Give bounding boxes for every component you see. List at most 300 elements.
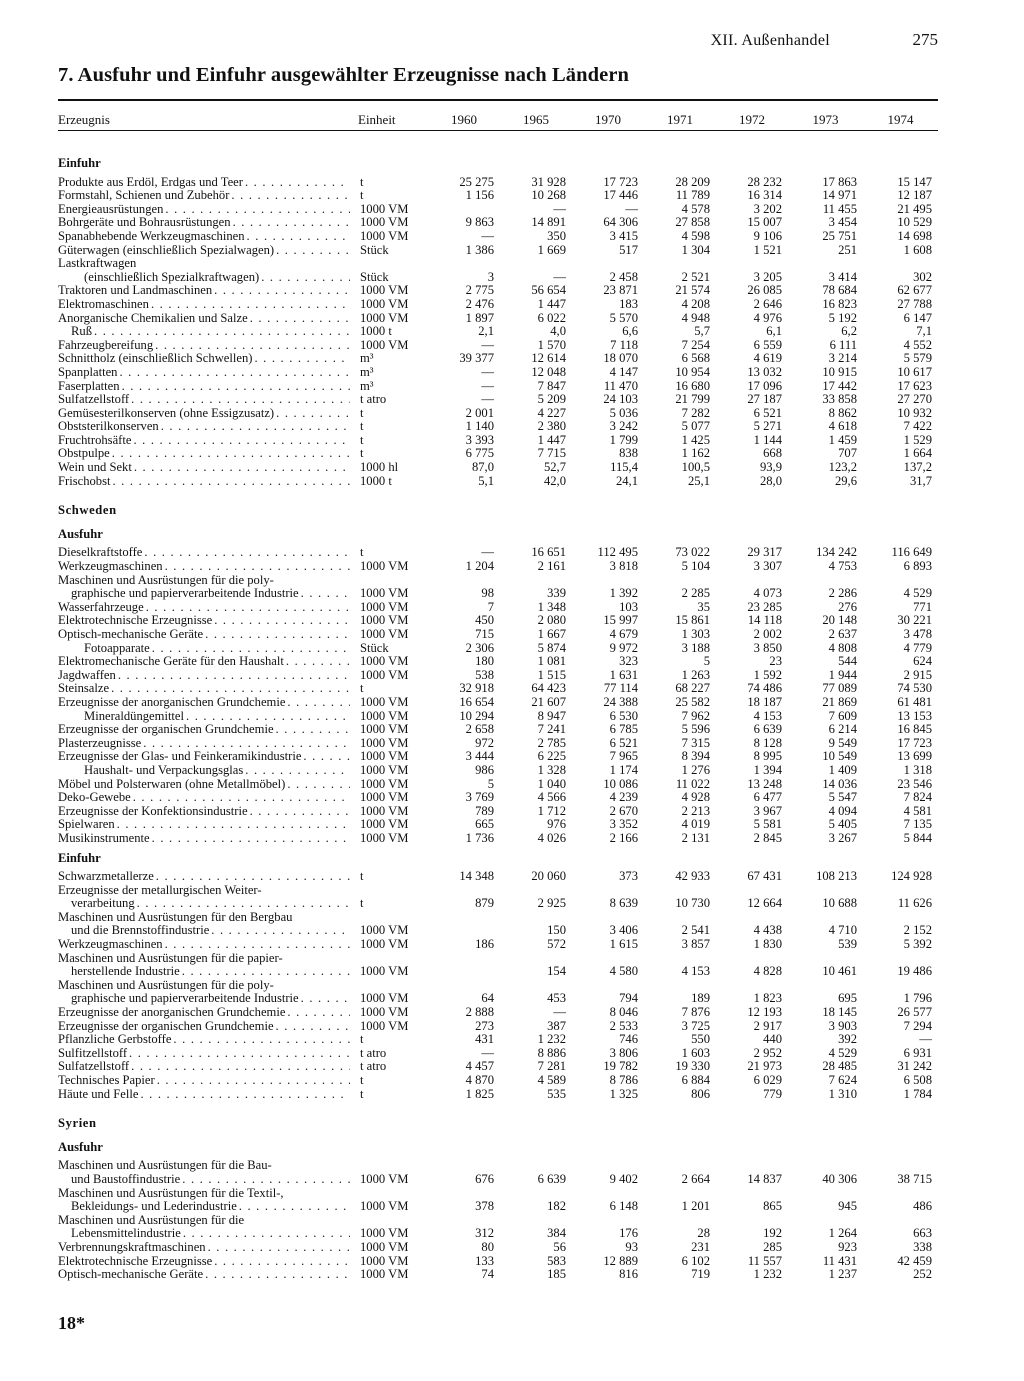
value-cell-1972: 3 307 xyxy=(753,560,782,574)
value-cell-1973: 276 xyxy=(838,600,857,614)
value-cell-1972: 2 952 xyxy=(753,1046,782,1060)
dot-leader xyxy=(173,1033,350,1047)
value-cell-1971: 231 xyxy=(691,1240,710,1254)
value-cell-1965: 154 xyxy=(547,965,566,979)
unit-cell: 1000 VM xyxy=(360,338,409,352)
value-cell-1973: 4 618 xyxy=(828,420,857,434)
value-cell-1971: 3 857 xyxy=(681,938,710,952)
value-cell-1973: 3 414 xyxy=(828,270,857,284)
unit-cell: 1000 VM xyxy=(360,668,409,682)
product-label-cell xyxy=(58,1241,358,1255)
value-cell-1971: 550 xyxy=(691,1033,710,1047)
product-label: Pflanzliche Gerbstoffe xyxy=(58,1033,172,1047)
value-cell-1974: 21 495 xyxy=(897,202,932,216)
value-cell-1965 xyxy=(500,911,572,925)
value-cell-1971: 6 102 xyxy=(681,1254,710,1268)
value-cell-1960: 2 306 xyxy=(465,641,494,655)
product-label-cell xyxy=(58,992,358,1006)
product-label: Maschinen und Ausrüstungen für die papier- xyxy=(58,951,283,965)
value-cell-1973: 539 xyxy=(838,938,857,952)
value-cell-1960: 7 xyxy=(487,600,494,614)
value-cell-1960: 1 386 xyxy=(465,243,494,257)
product-label-cell xyxy=(58,230,358,244)
product-label: Spanplatten xyxy=(58,365,118,379)
product-label: Optisch-mechanische Geräte xyxy=(58,628,204,641)
value-cell-1974: 7 294 xyxy=(903,1019,932,1033)
value-cell-1974: 10 529 xyxy=(897,216,932,230)
value-cell-1960 xyxy=(428,952,500,966)
value-cell-1973 xyxy=(788,257,863,271)
value-cell-1971: 3 188 xyxy=(681,641,710,655)
value-cell-1965: 16 651 xyxy=(531,546,566,560)
section-heading: Einfuhr xyxy=(58,850,101,865)
value-cell-1973: 9 549 xyxy=(828,736,857,750)
value-cell-1972: 5 581 xyxy=(753,818,782,832)
value-cell-1971: 11 789 xyxy=(675,189,710,203)
value-cell-1971: 4 948 xyxy=(681,311,710,325)
dot-leader xyxy=(254,352,350,366)
table-row xyxy=(58,475,938,489)
col-header-1972: 1972 xyxy=(739,112,765,128)
value-cell-1960: 676 xyxy=(475,1172,494,1186)
value-cell-1971 xyxy=(644,1159,716,1173)
dot-leader xyxy=(133,791,350,805)
value-cell-1973: 18 145 xyxy=(822,1006,857,1020)
value-cell-1972: 3 967 xyxy=(753,804,782,818)
value-cell-1970: 3 818 xyxy=(609,560,638,574)
value-cell-1972: 6 559 xyxy=(753,338,782,352)
value-cell-1965 xyxy=(500,257,572,271)
col-header-1974: 1974 xyxy=(887,112,914,128)
value-cell-1970: 9 972 xyxy=(609,641,638,655)
value-cell-1970: 2 458 xyxy=(609,270,638,284)
table-row xyxy=(58,832,938,846)
value-cell-1960: 3 xyxy=(487,270,494,284)
value-cell-1972: 27 187 xyxy=(747,393,782,407)
value-cell-1972: 5 271 xyxy=(753,420,782,434)
table-row xyxy=(58,587,938,601)
value-cell-1970: 2 670 xyxy=(609,804,638,818)
value-cell-1971: 21 799 xyxy=(675,393,710,407)
value-cell-1971 xyxy=(644,952,716,966)
value-cell-1971: 2 131 xyxy=(681,831,710,845)
value-cell-1972: 74 486 xyxy=(747,682,782,696)
value-cell-1960: 2,1 xyxy=(478,325,494,339)
dot-leader xyxy=(143,737,350,751)
value-cell-1972: 779 xyxy=(763,1087,782,1101)
value-cell-1972: 192 xyxy=(763,1227,782,1241)
dot-leader xyxy=(112,475,350,489)
value-cell-1974: 10 617 xyxy=(897,365,932,379)
country-heading: Schweden xyxy=(58,503,117,518)
value-cell-1972: 13 248 xyxy=(747,777,782,791)
value-cell-1960: 98 xyxy=(481,587,494,601)
value-cell-1970: 794 xyxy=(619,992,638,1006)
value-cell-1972: 15 007 xyxy=(747,216,782,230)
value-cell-1965: 6 225 xyxy=(537,750,566,764)
value-cell-1973: 1 310 xyxy=(828,1087,857,1101)
value-cell-1974: 19 486 xyxy=(897,965,932,979)
dot-leader xyxy=(152,642,350,656)
value-cell-1971: 7 876 xyxy=(681,1006,710,1020)
product-label-cell xyxy=(58,884,358,898)
value-cell-1971 xyxy=(644,1214,716,1228)
table-row xyxy=(58,1047,938,1061)
dot-leader xyxy=(131,1060,350,1074)
dot-leader xyxy=(144,546,350,560)
unit-cell xyxy=(358,884,428,898)
product-label: graphische und papierverarbeitende Industrie xyxy=(71,992,299,1006)
value-cell-1970 xyxy=(572,884,644,898)
unit-cell: 1000 VM xyxy=(360,614,409,628)
unit-cell: 1000 VM xyxy=(360,311,409,325)
value-cell-1972: 93,9 xyxy=(759,461,782,475)
value-cell-1970: 64 306 xyxy=(603,216,638,230)
value-cell-1972: 1 823 xyxy=(753,992,782,1006)
value-cell-1974 xyxy=(863,911,938,925)
dot-leader xyxy=(118,669,350,683)
value-cell-1973: 123,2 xyxy=(828,461,857,475)
value-cell-1965: 1 669 xyxy=(537,243,566,257)
value-cell-1972: 8 995 xyxy=(753,750,782,764)
value-cell-1974: 624 xyxy=(913,655,932,669)
value-cell-1970: 1 174 xyxy=(609,763,638,777)
value-cell-1965: — xyxy=(553,1006,566,1020)
product-label-cell xyxy=(58,750,358,764)
table-row xyxy=(58,298,938,312)
table-row xyxy=(58,1173,938,1187)
value-cell-1960: 1 897 xyxy=(465,311,494,325)
table-row xyxy=(58,325,938,339)
value-cell-1971: 7 282 xyxy=(681,406,710,420)
product-label-cell xyxy=(58,938,358,952)
value-cell-1960: 1 156 xyxy=(465,189,494,203)
value-cell-1974: 6 508 xyxy=(903,1074,932,1087)
product-label: Optisch-mechanische Geräte xyxy=(58,1268,204,1282)
table-row xyxy=(58,1268,938,1282)
value-cell-1970: 8 639 xyxy=(609,897,638,911)
table-row xyxy=(58,924,938,938)
product-label-cell xyxy=(58,312,358,326)
value-cell-1970: 19 782 xyxy=(603,1060,638,1074)
unit-cell: Stück xyxy=(360,270,389,284)
product-label-cell xyxy=(58,560,358,574)
value-cell-1970: 77 114 xyxy=(603,682,638,696)
value-cell-1972: 2 917 xyxy=(753,1019,782,1033)
value-cell-1973: 78 684 xyxy=(822,284,857,298)
product-label: Deko-Gewebe xyxy=(58,791,131,805)
value-cell-1974: 5 392 xyxy=(903,938,932,952)
unit-cell: t xyxy=(360,189,364,203)
value-cell-1970: 1 615 xyxy=(609,938,638,952)
product-label: Schnittholz (einschließlich Schwellen) xyxy=(58,352,253,366)
value-cell-1965: 5 874 xyxy=(537,641,566,655)
value-cell-1970: 2 533 xyxy=(609,1019,638,1033)
value-cell-1965: 182 xyxy=(547,1200,566,1214)
value-cell-1970: 9 402 xyxy=(609,1172,638,1186)
value-cell-1973: 1 944 xyxy=(828,668,857,682)
value-cell-1965: 6 022 xyxy=(537,311,566,325)
dot-leader xyxy=(303,750,350,764)
value-cell-1970: 6,6 xyxy=(622,325,638,339)
unit-cell: t atro xyxy=(360,1060,387,1074)
value-cell-1970: 4 679 xyxy=(609,628,638,641)
value-cell-1974 xyxy=(863,257,938,271)
value-cell-1960: 4 457 xyxy=(465,1060,494,1074)
value-cell-1974: 13 153 xyxy=(897,709,932,723)
value-cell-1960: 180 xyxy=(475,655,494,669)
value-cell-1971: 21 574 xyxy=(675,284,710,298)
product-label: Bohrgeräte und Bohrausrüstungen xyxy=(58,216,231,230)
product-label-cell xyxy=(58,176,358,190)
value-cell-1974: 11 626 xyxy=(897,897,932,911)
dot-leader xyxy=(111,682,350,696)
value-cell-1972: 4 438 xyxy=(753,924,782,938)
value-cell-1970: 8 786 xyxy=(609,1074,638,1087)
unit-cell: 1000 VM xyxy=(360,777,409,791)
dot-leader xyxy=(261,271,350,285)
value-cell-1971: 5 596 xyxy=(681,723,710,737)
table-row xyxy=(58,992,938,1006)
table-row xyxy=(58,284,938,298)
value-cell-1970: 112 495 xyxy=(597,546,638,560)
value-cell-1974 xyxy=(863,574,938,588)
value-cell-1965: 350 xyxy=(547,229,566,243)
value-cell-1965: 12 614 xyxy=(531,352,566,366)
value-cell-1970 xyxy=(572,911,644,925)
unit-cell xyxy=(358,1187,428,1201)
product-label-cell xyxy=(58,1159,358,1173)
value-cell-1971: 16 680 xyxy=(675,379,710,393)
value-cell-1960: 312 xyxy=(475,1227,494,1241)
value-cell-1960: 2 001 xyxy=(465,406,494,420)
dot-leader xyxy=(276,723,350,737)
value-cell-1971: 4 928 xyxy=(681,791,710,805)
product-label-cell xyxy=(58,1033,358,1047)
value-cell-1974: 302 xyxy=(913,270,932,284)
value-cell-1972: 4 073 xyxy=(753,587,782,601)
value-cell-1972: 865 xyxy=(763,1200,782,1214)
value-cell-1971: 4 153 xyxy=(681,965,710,979)
value-cell-1974: 4 529 xyxy=(903,587,932,601)
value-cell-1965: 339 xyxy=(547,587,566,601)
product-label: Fotoapparate xyxy=(84,641,150,655)
dot-leader xyxy=(208,1241,350,1255)
value-cell-1972: 16 314 xyxy=(747,189,782,203)
value-cell-1965: — xyxy=(553,202,566,216)
dot-leader xyxy=(276,407,350,421)
value-cell-1960: 1 825 xyxy=(465,1087,494,1101)
value-cell-1974: — xyxy=(919,1033,932,1047)
value-cell-1971: 5 104 xyxy=(681,560,710,574)
product-label: Erzeugnisse der metallurgischen Weiter- xyxy=(58,883,262,897)
value-cell-1973: 3 903 xyxy=(828,1019,857,1033)
value-cell-1973 xyxy=(788,1159,863,1173)
value-cell-1970: 8 046 xyxy=(609,1006,638,1020)
dot-leader xyxy=(205,1268,350,1282)
value-cell-1973: 4 753 xyxy=(828,560,857,574)
value-cell-1970: 373 xyxy=(619,870,638,884)
value-cell-1960: 4 870 xyxy=(465,1074,494,1087)
product-label: Maschinen und Ausrüstungen für die xyxy=(58,1213,245,1227)
value-cell-1970 xyxy=(572,1187,644,1201)
value-cell-1970: 24 103 xyxy=(603,393,638,407)
product-label-cell xyxy=(58,546,358,560)
unit-cell: Stück xyxy=(360,641,389,655)
unit-cell: 1000 VM xyxy=(360,284,409,298)
dot-leader xyxy=(157,1074,350,1088)
value-cell-1970: 3 352 xyxy=(609,818,638,832)
value-cell-1970: 517 xyxy=(619,243,638,257)
product-label: Maschinen und Ausrüstungen für die poly- xyxy=(58,978,274,992)
value-cell-1965: 6 639 xyxy=(537,1172,566,1186)
table-row xyxy=(58,461,938,475)
value-cell-1973: 33 858 xyxy=(822,393,857,407)
value-cell-1970: 5 570 xyxy=(609,311,638,325)
value-cell-1965: 1 447 xyxy=(537,433,566,447)
dot-leader xyxy=(211,924,350,938)
value-cell-1974: 10 932 xyxy=(897,406,932,420)
value-cell-1973: 695 xyxy=(838,992,857,1006)
unit-cell: 1000 hl xyxy=(360,461,399,475)
value-cell-1972 xyxy=(716,911,788,925)
value-cell-1965: 2 161 xyxy=(537,560,566,574)
value-cell-1960: — xyxy=(481,379,494,393)
table-row xyxy=(58,560,938,574)
product-label-cell xyxy=(58,366,358,380)
unit-cell: 1000 VM xyxy=(360,804,409,818)
value-cell-1971: 4 019 xyxy=(681,818,710,832)
value-cell-1965 xyxy=(500,1159,572,1173)
table-row xyxy=(58,257,938,271)
unit-cell: 1000 t xyxy=(360,474,392,488)
table-row xyxy=(58,778,938,792)
value-cell-1965: 7 847 xyxy=(537,379,566,393)
value-cell-1960: 715 xyxy=(475,628,494,641)
value-cell-1965 xyxy=(500,979,572,993)
value-cell-1972: 12 664 xyxy=(747,897,782,911)
unit-cell: 1000 VM xyxy=(360,202,409,216)
value-cell-1974: 23 546 xyxy=(897,777,932,791)
value-cell-1965: 7 715 xyxy=(537,447,566,461)
table-row xyxy=(58,737,938,751)
value-cell-1960: 431 xyxy=(475,1033,494,1047)
product-label-cell xyxy=(58,1060,358,1074)
value-cell-1965: 2 925 xyxy=(537,897,566,911)
value-cell-1974: 771 xyxy=(913,600,932,614)
value-cell-1971: 73 022 xyxy=(675,546,710,560)
value-cell-1972: 28,0 xyxy=(759,474,782,488)
value-cell-1970: 24,1 xyxy=(615,474,638,488)
value-cell-1971: 6 884 xyxy=(681,1074,710,1087)
value-cell-1972: 1 232 xyxy=(753,1268,782,1282)
product-label: graphische und papierverarbeitende Industrie xyxy=(71,587,299,601)
value-cell-1974: 1 664 xyxy=(903,447,932,461)
value-cell-1965: 185 xyxy=(547,1268,566,1282)
dot-leader xyxy=(119,366,350,380)
value-cell-1972: 13 032 xyxy=(747,365,782,379)
value-cell-1970: 816 xyxy=(619,1268,638,1282)
value-cell-1971: 7 962 xyxy=(681,709,710,723)
dot-leader xyxy=(165,203,350,217)
value-cell-1960: 5,1 xyxy=(478,474,494,488)
product-label-cell xyxy=(58,1187,358,1201)
product-label-cell xyxy=(58,669,358,683)
value-cell-1972: 4 976 xyxy=(753,311,782,325)
unit-cell xyxy=(358,574,428,588)
value-cell-1965 xyxy=(500,574,572,588)
value-cell-1974 xyxy=(863,979,938,993)
value-cell-1960 xyxy=(428,1159,500,1173)
value-cell-1965 xyxy=(500,1187,572,1201)
table-row xyxy=(58,655,938,669)
product-label: Formstahl, Schienen und Zubehör xyxy=(58,189,230,203)
table-row xyxy=(58,952,938,966)
value-cell-1973: 14 971 xyxy=(822,189,857,203)
product-label-cell xyxy=(58,911,358,925)
page xyxy=(58,30,938,1282)
dot-leader xyxy=(155,339,350,353)
table-row xyxy=(58,1033,938,1047)
value-cell-1960: 133 xyxy=(475,1254,494,1268)
product-label-cell xyxy=(58,434,358,448)
table-row xyxy=(58,601,938,615)
value-cell-1973: 3 267 xyxy=(828,831,857,845)
col-header-1970: 1970 xyxy=(595,112,621,128)
value-cell-1974: 7 824 xyxy=(903,791,932,805)
value-cell-1960: 972 xyxy=(475,736,494,750)
value-cell-1972 xyxy=(716,1159,788,1173)
value-cell-1972 xyxy=(716,574,788,588)
country-heading-row xyxy=(58,488,938,522)
product-label-cell xyxy=(58,1088,358,1102)
table-row xyxy=(58,682,938,696)
product-label-cell xyxy=(58,257,358,271)
table-row xyxy=(58,312,938,326)
table-row xyxy=(58,366,938,380)
value-cell-1960: 3 769 xyxy=(465,791,494,805)
value-cell-1971: 719 xyxy=(691,1268,710,1282)
unit-cell: t xyxy=(360,433,364,447)
value-cell-1971 xyxy=(644,911,716,925)
product-label: und die Brennstoffindustrie xyxy=(71,924,210,938)
product-label: Wasserfahrzeuge xyxy=(58,600,144,614)
value-cell-1960: — xyxy=(481,338,494,352)
value-cell-1973: 4 094 xyxy=(828,804,857,818)
table-row xyxy=(58,750,938,764)
value-cell-1973 xyxy=(788,574,863,588)
product-label: Verbrennungskraftmaschinen xyxy=(58,1240,206,1254)
value-cell-1974: 7 135 xyxy=(903,818,932,832)
product-label: Spanabhebende Werkzeugmaschinen xyxy=(58,229,245,243)
value-cell-1973 xyxy=(788,884,863,898)
dot-leader xyxy=(233,216,350,230)
table-row xyxy=(58,870,938,884)
unit-cell: 1000 VM xyxy=(360,1254,409,1268)
value-cell-1960: — xyxy=(481,393,494,407)
value-cell-1971: 25 582 xyxy=(675,695,710,709)
value-cell-1965: 1 712 xyxy=(537,804,566,818)
value-cell-1973: 707 xyxy=(838,447,857,461)
value-cell-1973: 1 459 xyxy=(828,433,857,447)
unit-cell: Stück xyxy=(360,243,389,257)
value-cell-1965: 2 785 xyxy=(537,736,566,750)
value-cell-1974 xyxy=(863,884,938,898)
unit-cell: t xyxy=(360,447,364,461)
table-row xyxy=(58,546,938,560)
dot-leader xyxy=(165,560,350,574)
value-cell-1972: 285 xyxy=(763,1240,782,1254)
